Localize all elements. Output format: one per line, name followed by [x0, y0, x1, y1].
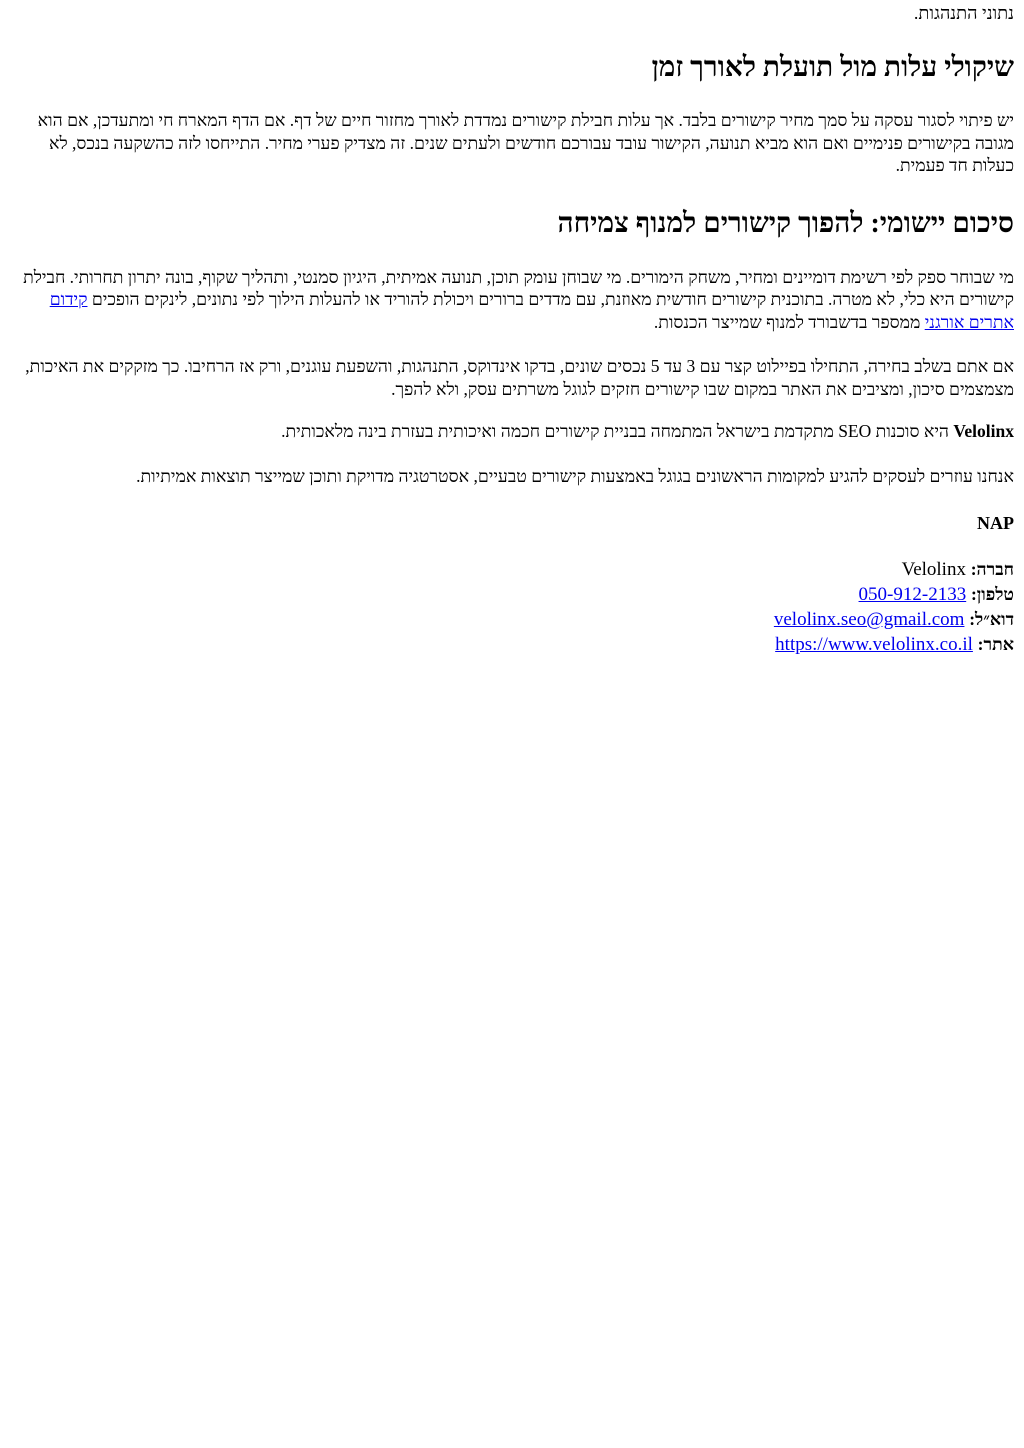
website-link[interactable]: https://www.velolinx.co.il	[775, 634, 973, 655]
nap-list	[14, 557, 1014, 657]
email-label: דוא״ל:	[969, 609, 1014, 629]
nap-site-row	[14, 632, 1014, 657]
cost-benefit-paragraph: יש פיתוי לסגור עסקה על סמך מחיר קישורים בלבד. אך עלות חבילת קישורים נמדדת לאורך מחזור חיים של דף. אם הדף המארח חי ומתעדכן, אם הוא מגובה בקישורים פנימיים ואם הוא מביא תנועה, הקישור עובד עבורכם חודשים ולעתים שנים. זה מצדיק פערי מחיר. התייחסו לזה כהשקעה בנכס, לא כעלות חד פעמית.	[37, 110, 1014, 175]
summary-p1-text-after: ממספר בדשבורד למנוף שמייצר הכנסות.	[653, 311, 925, 332]
organic-seo-link[interactable]: קידום אתרים אורגני	[49, 289, 1014, 332]
intro-tail-text: נתוני התנהגות.	[913, 3, 1014, 23]
email-link[interactable]: velolinx.seo@gmail.com	[773, 609, 965, 630]
company-value: Velolinx	[901, 559, 966, 580]
about-text: היא סוכנות SEO מתקדמת בישראל המתמחה בבניית קישורים חכמה ואיכותית בעזרת בינה מלאכותית.	[281, 421, 954, 441]
brand-name: Velolinx	[953, 421, 1014, 441]
article-body	[0, 0, 1024, 657]
nap-phone-row	[14, 582, 1014, 607]
nap-email-row	[14, 607, 1014, 632]
help-paragraph: אנחנו עוזרים לעסקים להגיע למקומות הראשונים בגוגל באמצעות קישורים טבעיים, אסטרטגיה מדויקת ותוכן שמייצר תוצאות אמיתיות.	[136, 465, 1014, 486]
summary-heading: סיכום יישומי: להפוך קישורים למנוף צמיחה	[557, 207, 1014, 239]
summary-paragraph-1	[14, 266, 1014, 334]
phone-link[interactable]: 050-912-2133	[858, 584, 967, 605]
about-paragraph	[14, 420, 1014, 443]
cost-benefit-heading: שיקולי עלות מול תועלת לאורך זמן	[651, 52, 1014, 83]
company-label: חברה:	[970, 559, 1014, 579]
nap-title: NAP	[977, 513, 1014, 533]
summary-paragraph-2: אם אתם בשלב בחירה, התחילו בפיילוט קצר עם 3 עד 5 נכסים שונים, בדקו אינדוקס, התנהגות, והשפעת עוגנים, ורק אז הרחיבו. כך מזקקים את האיכות, מצמצמים סיכון, ומציבים את האתר במקום שבו קישורים חזקים לגוגל משרתים עסק, ולא להפך.	[25, 356, 1014, 399]
summary-p1-text-before: מי שבוחר ספק לפי רשימת דומיינים ומחיר, משחק הימורים. מי שבוחן עומק תוכן, תנועה אמיתית, היגיון סמנטי, ותהליך שקוף, בונה יתרון תחרותי. חבילת קישורים היא כלי, לא מטרה. בתוכנית קישורים חודשית מאוזנת, עם מדדים ברורים ויכולת להוריד או להעלות הילוך לפי נתונים, לינקים הופכים	[23, 266, 1014, 309]
phone-label: טלפון:	[970, 584, 1014, 604]
site-label: אתר:	[977, 634, 1014, 654]
nap-company-row	[14, 557, 1014, 582]
